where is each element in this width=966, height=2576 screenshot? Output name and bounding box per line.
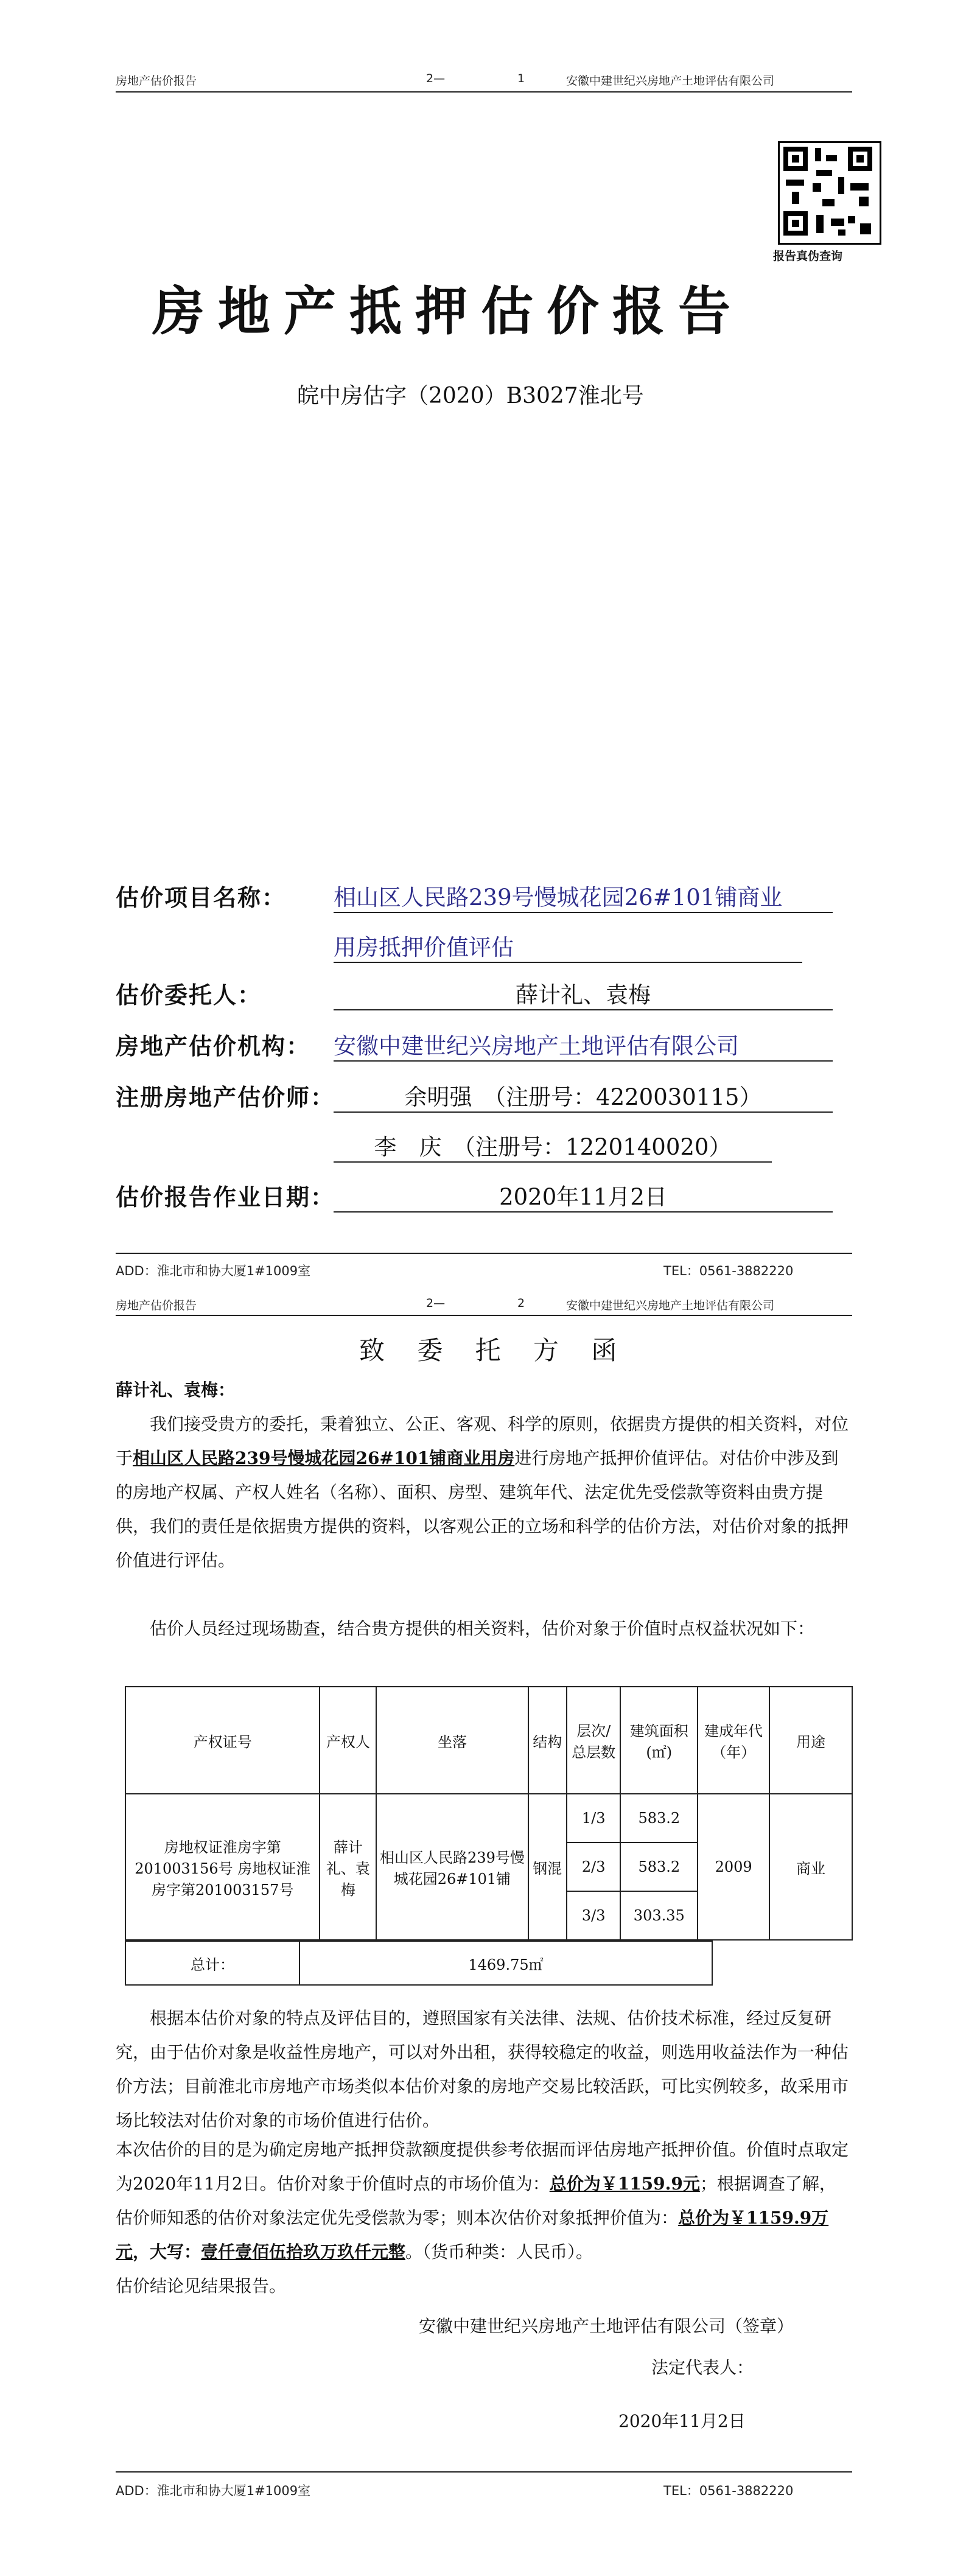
table-header-cell: 结构 xyxy=(528,1687,567,1794)
footer-rule xyxy=(116,1253,852,1254)
client-label: 估价委托人： xyxy=(116,981,262,1009)
area-cell: 583.2 xyxy=(620,1794,698,1843)
table-header-cell: 用途 xyxy=(769,1687,852,1794)
table-header-cell: 建成年代（年） xyxy=(698,1687,769,1794)
paragraph-5: 估价结论见结果报告。 xyxy=(116,2276,287,2296)
floor-cell: 3/3 xyxy=(567,1891,620,1940)
letter-title: 致 委 托 方 函 xyxy=(359,1335,629,1365)
footer-address: ADD：淮北市和协大厦1#1009室 xyxy=(116,2483,311,2498)
header-rule xyxy=(116,91,852,93)
market-value: 总价为￥1159.9元 xyxy=(549,2174,700,2194)
value-in-words: 壹仟壹佰伍拾玖万玖仟元整 xyxy=(201,2242,406,2262)
header-right: 安徽中建世纪兴房地产土地评估有限公司 xyxy=(566,74,775,88)
paragraph-4: 本次估价的目的是为确定房地产抵押贷款额度提供参考依据而评估房地产抵押价值。价值时点取定为2020年11月2日。估价对象于价值时点的市场价值为：总价为￥1159.9元；根据调查了解，估价师知悉的估价对象法定优先受偿款为零；则本次估价对象抵押价值为：总价为￥1159.9万元，大写：壹仟壹佰伍拾玖万玖仟元整。（货币种类：人民币）。 xyxy=(116,2140,849,2262)
appraiser-1: 余明强 （注册号：4220030115） xyxy=(334,1079,833,1113)
location-cell: 相山区人民路239号慢城花园26#101铺 xyxy=(376,1794,528,1940)
footer-address: ADD：淮北市和协大厦1#1009室 xyxy=(116,1264,311,1278)
header-left: 房地产估价报告 xyxy=(116,74,197,88)
signature-company: 安徽中建世纪兴房地产土地评估有限公司（签章） xyxy=(419,2316,794,2336)
structure-cell: 钢混 xyxy=(528,1794,567,1940)
table-total-row xyxy=(125,1941,712,1985)
paragraph-2: 估价人员经过现场勘查，结合贵方提供的相关资料，估价对象于价值时点权益状况如下： xyxy=(150,1619,815,1639)
agency-value: 安徽中建世纪兴房地产土地评估有限公司 xyxy=(334,1027,833,1062)
client-value: 薛计礼、袁梅 xyxy=(334,976,833,1010)
paragraph-1: 我们接受贵方的委托，秉着独立、公正、客观、科学的原则，依据贵方提供的相关资料，对位于相山区人民路239号慢城花园26#101铺商业用房进行房地产抵押价值评估。对估价中涉及到的房地产权属、产权人姓名（名称）、面积、房型、建筑年代、法定优先受偿款等资料由贵方提供，我们的责任是依据贵方提供的资料，以客观公正的立场和科学的估价方法，对估价对象的抵押价值进行评估。 xyxy=(116,1414,849,1570)
signature-date: 2020年11月2日 xyxy=(618,2411,746,2431)
header-page-number: 2 xyxy=(517,1297,525,1310)
total-label: 总计： xyxy=(125,1941,299,1985)
table-total xyxy=(125,1941,713,1986)
table-row xyxy=(125,1794,852,1843)
table-header-cell: 建筑面积(㎡) xyxy=(620,1687,698,1794)
appraiser-2: 李 庆 （注册号：1220140020） xyxy=(334,1129,772,1163)
table-header-cell: 坐落 xyxy=(376,1687,528,1794)
project-name-value-line1: 相山区人民路239号慢城花园26#101铺商业 xyxy=(334,879,833,913)
cert-number-cell: 房地权证淮房字第201003156号 房地权证淮房字第201003157号 xyxy=(125,1794,320,1940)
area-cell: 303.35 xyxy=(620,1891,698,1940)
project-name-value-line2: 用房抵押价值评估 xyxy=(334,929,802,963)
usage-cell: 商业 xyxy=(769,1794,852,1940)
property-name: 相山区人民路239号慢城花园26#101铺商业用房 xyxy=(133,1448,515,1468)
salutation: 薛计礼、袁梅： xyxy=(116,1380,236,1400)
header-center: 2— xyxy=(426,72,446,85)
table-header-cell: 产权人 xyxy=(320,1687,376,1794)
footer-tel: TEL：0561-3882220 xyxy=(663,1264,794,1278)
year-cell: 2009 xyxy=(698,1794,769,1940)
footer-rule xyxy=(116,2471,852,2473)
header-page-number: 1 xyxy=(517,72,525,85)
project-name-label: 估价项目名称： xyxy=(116,884,287,911)
qr-caption: 报告真伪查询 xyxy=(773,250,843,263)
appraiser-label: 注册房地产估价师： xyxy=(116,1083,335,1111)
table-header-cell: 产权证号 xyxy=(125,1687,320,1794)
mortgage-value: 总价为￥1159.9万元 xyxy=(116,2208,829,2262)
report-title: 房地产抵押估价报告 xyxy=(152,281,744,342)
total-value: 1469.75㎡ xyxy=(299,1941,712,1985)
rights-table xyxy=(125,1686,853,1941)
legal-representative: 法定代表人： xyxy=(651,2357,754,2378)
report-date-label: 估价报告作业日期： xyxy=(116,1183,335,1211)
owner-cell: 薛计礼、袁梅 xyxy=(320,1794,376,1940)
document-number: 皖中房估字（2020）B3027淮北号 xyxy=(297,383,644,408)
agency-label: 房地产估价机构： xyxy=(116,1032,311,1060)
header-center: 2— xyxy=(426,1297,446,1310)
area-cell: 583.2 xyxy=(620,1843,698,1891)
paragraph-3: 根据本估价对象的特点及评估目的，遵照国家有关法律、法规、估价技术标准，经过反复研究，由于估价对象是收益性房地产，可以对外出租，获得较稳定的收益，则选用收益法作为一种估价方法；目前淮北市房地产市场类似本估价对象的房地产交易比较活跃，可比实例较多，故采用市场比较法对估价对象的市场价值进行估价。 xyxy=(116,2008,849,2130)
floor-cell: 1/3 xyxy=(567,1794,620,1843)
header-rule xyxy=(116,1315,852,1316)
header-right: 安徽中建世纪兴房地产土地评估有限公司 xyxy=(566,1299,775,1312)
header-left: 房地产估价报告 xyxy=(116,1299,197,1312)
floor-cell: 2/3 xyxy=(567,1843,620,1891)
table-header-row xyxy=(125,1687,852,1794)
qr-code-icon[interactable] xyxy=(778,141,881,245)
table-header-cell: 层次/总层数 xyxy=(567,1687,620,1794)
footer-tel: TEL：0561-3882220 xyxy=(663,2483,794,2498)
report-date-value: 2020年11月2日 xyxy=(334,1178,833,1213)
